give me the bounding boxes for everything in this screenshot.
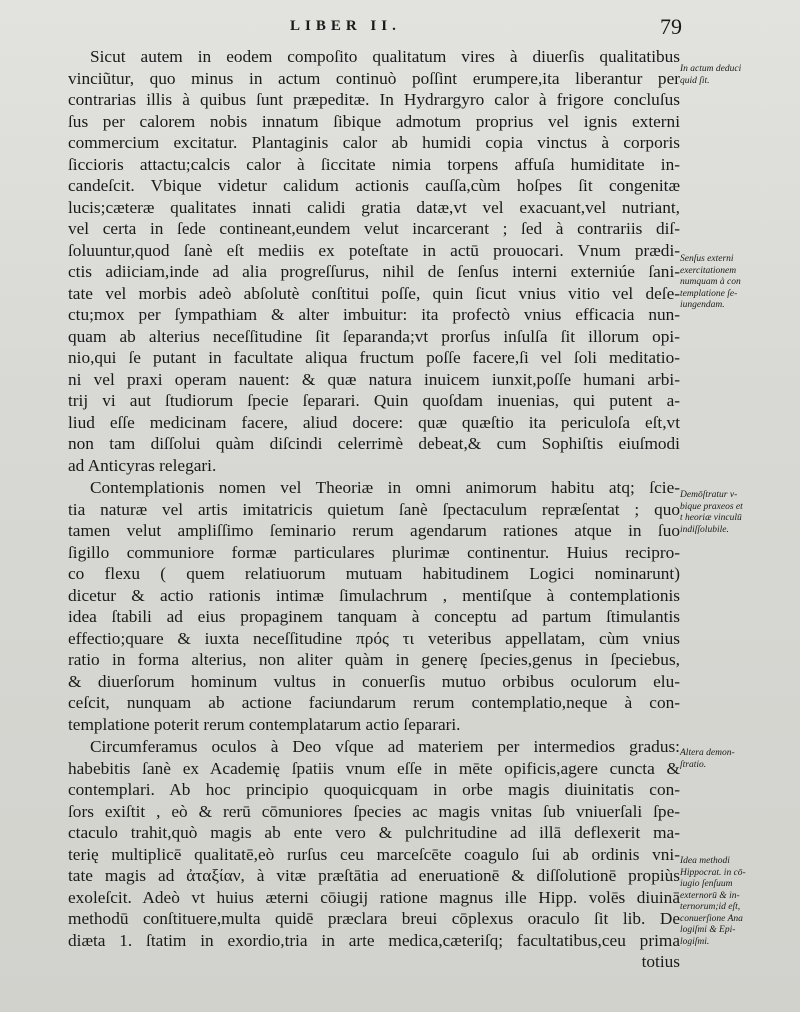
margin-note-line: Hippocrat. in cō- [680, 867, 746, 878]
margin-note [680, 254, 792, 312]
text-line: ni vel praxi operam nauent: & quæ natura inuicem iunxit,poſſe humani arbi- [68, 369, 680, 389]
text-line: diæta 1. ſtatim in exordio,tria in arte medica,cæteriſq; facultatibus,ceu prima [68, 930, 680, 950]
margin-note-line: ſtratio. [680, 759, 707, 770]
margin-note [680, 748, 792, 771]
text-line: tate vel morbis adeò abſolutè conſtitui poſſe, quin ſicut vnius vitio vel deſe- [68, 283, 680, 303]
text-line: Contemplationis nomen vel Theoriæ in omni animorum habitu atq; ſcie- [90, 478, 680, 497]
text-line: ſiccioris attactu;calcis calor à ſiccitate nimia torpens affuſa humiditate in- [68, 154, 680, 174]
text-line: trij vi aut ſtudiorum ſpecie ſeparari. Quin quoſdam inuenias, qui putent a- [68, 391, 680, 410]
text-line: contrarias illis à quibus ſunt præpeditæ. In Hydrargyro calor à frigore concluſus [68, 90, 680, 109]
margin-note-line: logiſmi & Epi- [680, 925, 736, 935]
text-line: quam ab alterius neceſſitudine ſit ſeparanda;vt prorſus inſulſa ſit illorum opi- [68, 326, 680, 346]
body-text [68, 46, 680, 973]
text-line: Sicut autem in eodem compoſito qualitatum vires à diuerſis qualitatibus [90, 47, 680, 66]
text-line: liud eſſe medicinam facere, aliud docere: quæ quæſtio ita periculoſa eſt,vt [68, 412, 680, 432]
margin-note-line: numquam à con [680, 277, 741, 287]
text-line: ad Anticyras relegari. [68, 455, 217, 475]
text-line: candeſcit. Vbique videtur calidum actionis cauſſa,cùm hoſpes ſit congenitæ [68, 176, 680, 195]
text-line: ſus per calorem nobis innatum ſibique admotum proprius vel ignis externi [68, 111, 680, 131]
margin-note-line: quid ſit. [680, 75, 710, 86]
text-line: tia naturæ vel artis imitatricis quietum ſanè ſpectaculum repræſentat ; quo [68, 499, 680, 519]
text-line: habebitis ſanè ex Academię ſpatiis vnum eſſe in mēte opificis,agere cuncta & [68, 758, 680, 778]
margin-note-line: externorū & in- [680, 890, 740, 901]
text-line: ctu;mox per ſympathiam & alter imbuitur: ita profectò vnius efficacia nun- [68, 305, 680, 324]
text-line: contemplari. Ab hoc principio quoquicquam in orbe magis diuinitatis con- [68, 780, 680, 799]
text-line: ſoluuntur,quod ſanè eſt mediis ex poteſtate in actū prouocari. Vnum prædi- [68, 240, 680, 260]
text-line: ctaculo trahit,quò magis ab ente vero & pulchritudine ad illā deflexerit ma- [68, 823, 680, 842]
text-line: methodū conſtituere,multa quidē præclara breui cōplexus oraculo ſit lib. De [68, 909, 680, 928]
text-line: idea ſtabili ad eius propaginem tanquam à conceptu ad partum ſtimulantis [68, 607, 680, 626]
text-line: tamen velut ampliſſimo ſeminario rerum agendarum rationes atque in ſuo [68, 521, 680, 540]
text-line: ſigillo communiore formæ particulares plurimæ continentur. Huius recipro- [68, 542, 680, 562]
text-line: & diuerſorum hominum vultus in conuerſis mutuo orbibus oculorum elu- [68, 671, 680, 691]
text-line: Circumferamus oculos à Deo vſque ad materiem per intermedios gradus: [90, 737, 680, 756]
margin-note-line: logiſmi. [680, 936, 710, 947]
text-line: non tam diſſolui quàm diſcindi celerrimè debeat,& cum Sophiſtis eiuſmodi [68, 434, 680, 453]
text-line: templatione poterit rerum contemplatarum actio ſeparari. [68, 714, 461, 734]
text-line: dicetur & actio rationis intimæ ſimulachrum , mentiſque à contemplationis [68, 585, 680, 605]
text-line: ratio in forma alterius, non aliter quàm in generę ſpecies,genus in ſpeciebus, [68, 650, 680, 669]
margin-note-line: Senſus externi [680, 254, 734, 264]
margin-note-line: Idea methodi [680, 856, 730, 866]
margin-note [680, 64, 792, 87]
text-line: nio,qui ſe putant in facultate aliqua fructum poſſe facere,ſi vel ſoli meditatio- [68, 348, 680, 367]
text-line: ctis adiiciam,inde ad alia progreſſurus, nihil de ſenſus interni externiúe ſani- [68, 262, 680, 281]
margin-note-line: iugio ſenſuum [680, 879, 733, 889]
page-number: 79 [660, 14, 682, 39]
text-line: exoleſcit. Adeò vt huius æterni cōiugij ratione magnus ille Hipp. volēs diuinā [68, 887, 680, 907]
margin-note-line: ternorum;id eſt, [680, 902, 741, 912]
margin-note-line: conuerſione Ana [680, 913, 743, 924]
margin-note-line: iungendam. [680, 300, 725, 310]
text-line: terię multiplicē qualitatē,eò rurſus ceu marceſcēte coagulo ſui ab ordinis vni- [68, 844, 680, 864]
margin-note-line: bique praxeos et [680, 501, 743, 512]
margin-note [680, 490, 792, 536]
running-head [0, 14, 800, 42]
text-line: ceſcit, nunquam ab actione faciundarum rerum contemplatio,neque à con- [68, 693, 680, 712]
margin-note-line: t heoriæ vinculū [680, 513, 742, 523]
running-title: LIBER II. [290, 18, 401, 34]
text-line: vinciũtur, quo minus in actum continuò poſſint erumpere,ita liberantur per [68, 68, 680, 88]
text-line: tate magis ad ἀταξίαν, à vitæ præſtātia ad eneruationē & diſſolutionē propiùs [68, 866, 680, 885]
margin-note-line: Altera demon- [680, 748, 735, 758]
margin-note-line: Demōſtratur v- [680, 490, 738, 500]
catchword: totius [641, 952, 680, 971]
margin-note-line: exercitationem [680, 265, 737, 276]
margin-note-line: In actum deduci [680, 64, 742, 74]
text-line: ſors exiſtit , eò & rerū cōmuniores ſpecies ac magis vnitas ſub vniuerſali ſpe- [68, 801, 680, 821]
margin-note-line: templatione ſe- [680, 288, 738, 299]
text-line: co flexu ( quem relatiuorum mutuam habitudinem Logici nominarunt) [68, 564, 680, 583]
margin-note-line: indiſſolubile. [680, 524, 729, 535]
text-line: effectio;quare & iuxta neceſſitudine πρός τι veteribus appellatam, cùm vnius [68, 628, 680, 648]
text-line: commercium excitatur. Plantaginis calor ab humidi copia vinctus à corporis [68, 133, 680, 152]
margin-note [680, 856, 792, 948]
text-line: vel certa in ſede contineant,eundem velut incarcerant ; ſed à contrariis diſ- [68, 219, 680, 238]
text-line: lucis;cæteræ qualitates innati calidi gratia datæ,vt vel exacuant,vel nutriant, [68, 197, 680, 217]
